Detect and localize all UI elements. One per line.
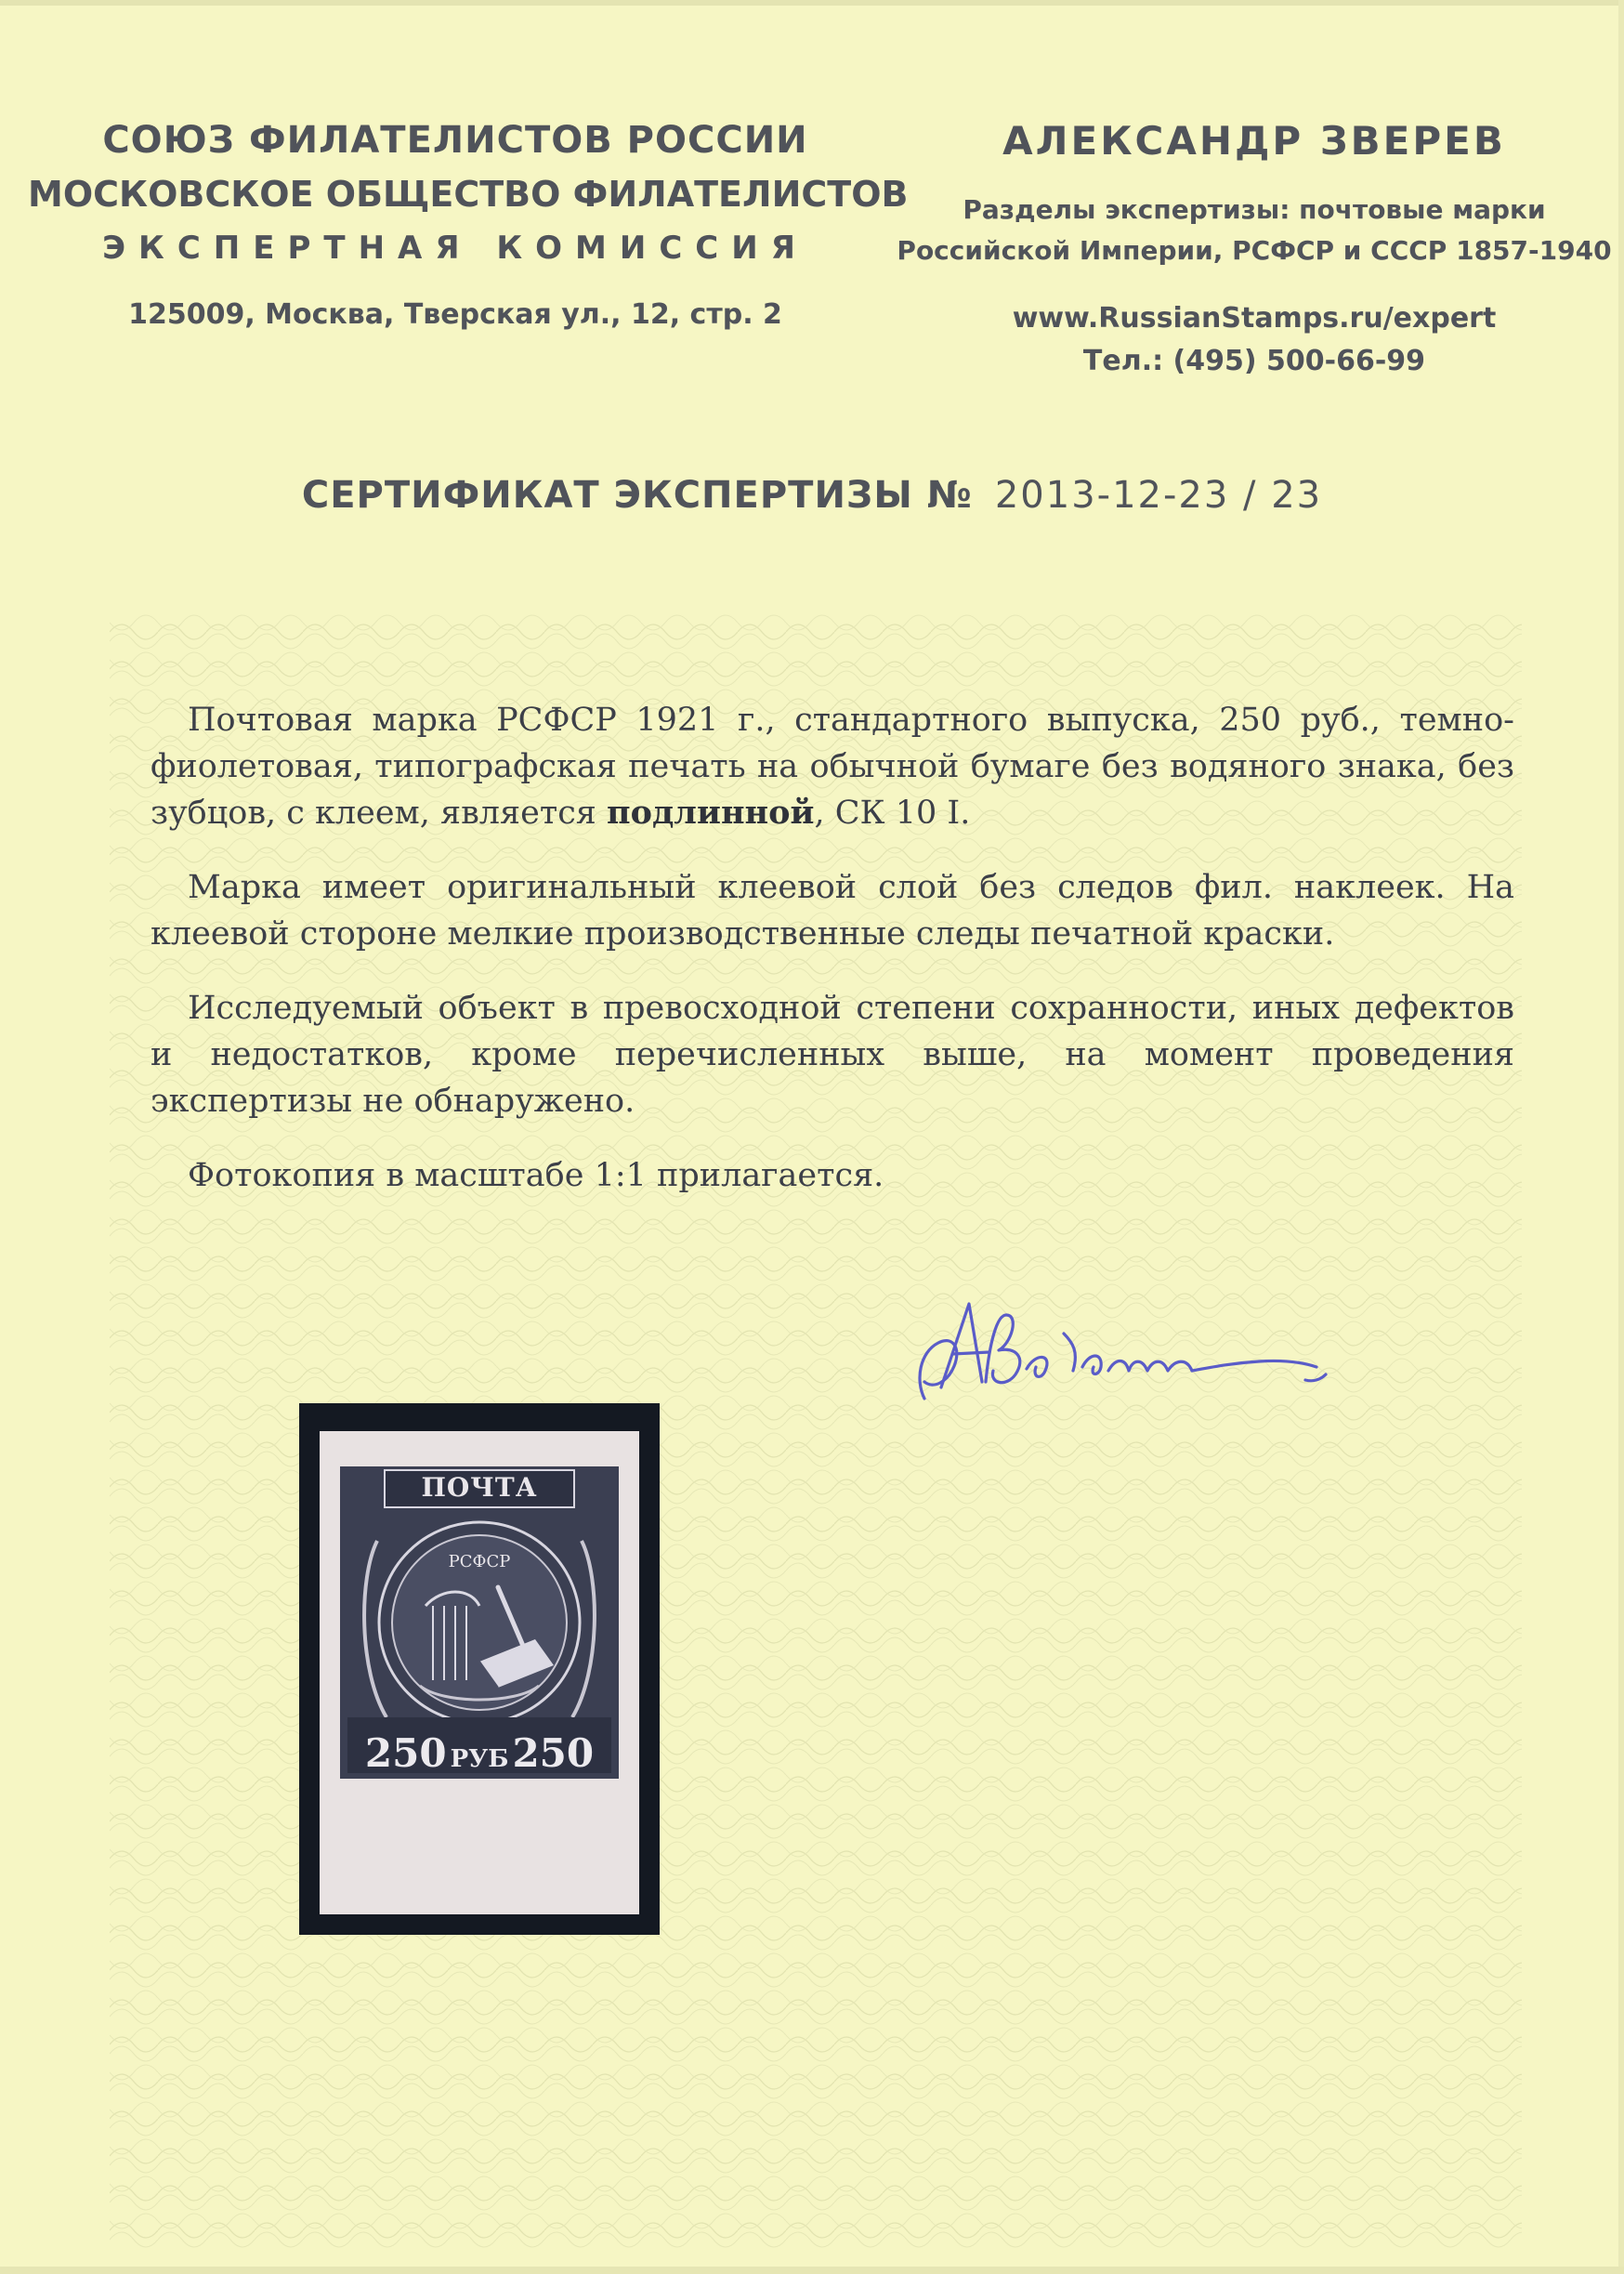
stamp-value-unit: РУБ xyxy=(450,1745,509,1773)
society-name: МОСКОВСКОЕ ОБЩЕСТВО ФИЛАТЕЛИСТОВ xyxy=(28,174,909,215)
scan-edge-top xyxy=(0,0,1624,6)
stamp-paper xyxy=(320,1431,639,1914)
certificate-title-label: СЕРТИФИКАТ ЭКСПЕРТИЗЫ № xyxy=(301,474,973,517)
paragraph-gum: Марка имеет оригинальный клеевой слой без следов фил. наклеек. На клеевой стороне мелкие производственные следы печатной краски. xyxy=(151,869,1514,953)
stamp-postage-word: ПОЧТА xyxy=(421,1472,538,1503)
paragraph-description xyxy=(151,697,1514,836)
paragraph-description-end: , СК 10 I. xyxy=(814,795,971,832)
commission-name: ЭКСПЕРТНАЯ КОМИССИЯ xyxy=(102,230,808,267)
stamp-value-left: 250 xyxy=(364,1730,447,1776)
expert-sections-line2: Российской Империи, РСФСР и СССР 1857-1940 xyxy=(897,235,1612,266)
certificate-body xyxy=(151,697,1514,1227)
expert-website: www.RussianStamps.ru/expert xyxy=(1012,302,1497,335)
verdict-genuine: подлинной xyxy=(607,794,815,832)
union-name: СОЮЗ ФИЛАТЕЛИСТОВ РОССИИ xyxy=(102,119,808,162)
stamp-photocopy xyxy=(299,1403,660,1935)
expert-sections-line1: Разделы экспертизы: почтовые марки xyxy=(963,194,1546,225)
scan-edge-bottom xyxy=(0,2267,1624,2274)
certificate-number: 2013-12-23 / 23 xyxy=(994,474,1323,517)
paragraph-description-start: Почтовая марка РСФСР 1921 г., стандартного выпуска, 250 руб., темно-фиолетовая, типографская печать на обычной бумаге без водяного знака, без зубцов, с клеем, является xyxy=(151,702,1514,832)
expert-name: АЛЕКСАНДР ЗВЕРЕВ xyxy=(1002,118,1506,164)
paragraph-condition: Исследуемый объект в превосходной степени сохранности, иных дефектов и недостатков, кроме перечисленных выше, на момент проведения экспертизы не обнаружено. xyxy=(151,990,1514,1120)
stamp-denomination xyxy=(340,1730,619,1776)
expert-header xyxy=(836,113,1624,383)
expert-signature xyxy=(897,1278,1342,1417)
issuer-address: 125009, Москва, Тверская ул., 12, стр. 2 xyxy=(128,298,782,331)
stamp-country: РСФСР xyxy=(448,1552,511,1571)
stamp-design xyxy=(340,1466,619,1779)
stamp-value-right: 250 xyxy=(512,1730,595,1776)
paragraph-photocopy: Фотокопия в масштабе 1:1 прилагается. xyxy=(188,1157,884,1194)
certificate-title xyxy=(0,474,1624,517)
issuer-header xyxy=(28,113,909,338)
expert-phone: Тел.: (495) 500-66-99 xyxy=(1082,345,1426,377)
